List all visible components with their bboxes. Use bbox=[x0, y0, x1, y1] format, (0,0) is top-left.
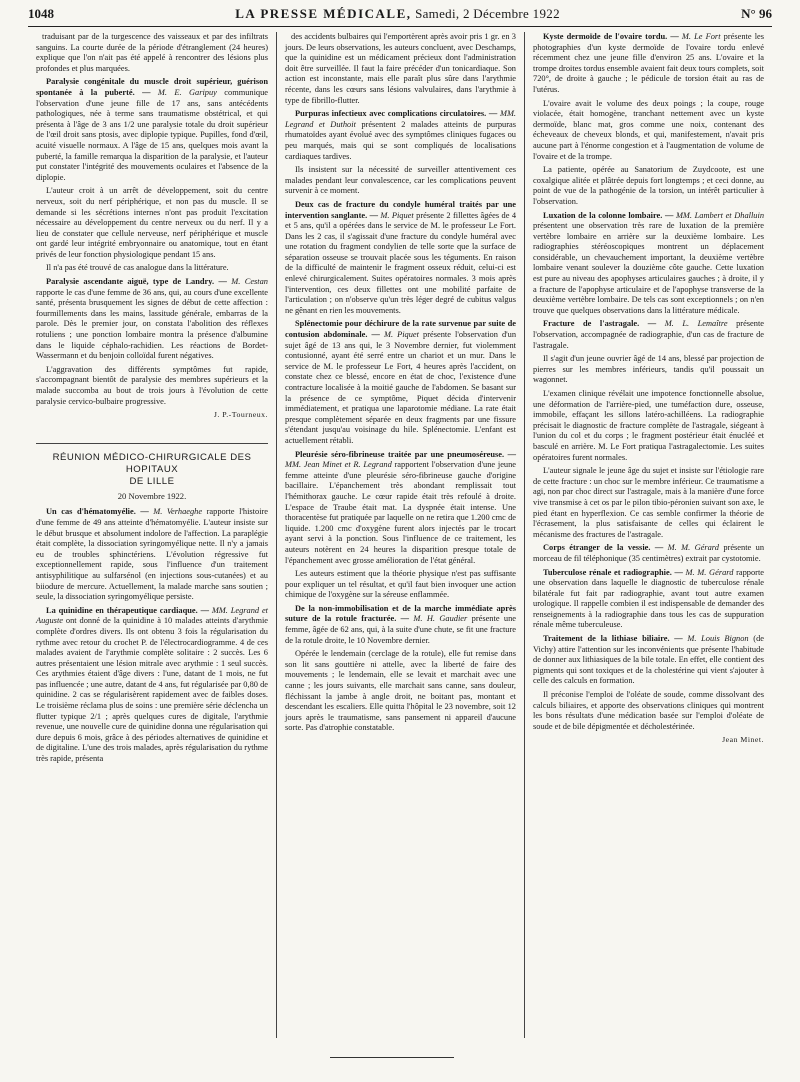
column-2 bbox=[276, 32, 524, 1038]
abstract-text: rapporte le cas d'une femme de 36 ans, qui, au cours d'une excellente santé, présenta brusquement les signes de début de cette affection : fourmillements dans les mains, lassitude générale, embarras de la parole. Dès le premier jour, on constata l'abolition des réflexes rotuliens ; une ponction lombaire montra la présence d'albumine dans le liquide céphalo-rachidien. Les réactions de Bordet-Wassermann et du benjoin colloïdal furent négatives. bbox=[36, 287, 268, 361]
abstract bbox=[285, 319, 516, 446]
abstract-text: ont donné de la quinidine à 10 malades atteints d'arythmie complète d'ordres divers. Ils ont obtenu 3 fois la régularisation du rythme avec retour du crochet P. de l'électrocardiogramme. 4 de ces malades avaient de l'arythmie complète solitaire : 2 succès. Les 6 autres présentaient une lésion mitrale avec arythmie : 1 seul succès. Ces arythmies étaient d'âge divers : l'une, datant de 1 mois, ne fut pas influencée ; une autre, datant de 4 ans, fut régularisée par 0,80 de quinidine. 2 cas se régularisèrent rapidement avec de faibles doses. Le troisième réclama plus de soins : une première série déclencha un flutter typique 2/1 ; après quelques cures de digitale, l'arythmie revenue, une nouvelle cure de quinidine donna une régularisation qui dure depuis 6 mois, grâce à des périodes alternatives de quinidine et de digitaline. L'une des trois malades, après régularisation du rythme très rapide, présenta bbox=[36, 616, 269, 764]
abstract-authors: MM. Legrand et Auguste bbox=[36, 605, 268, 626]
paragraph: Opérée le lendemain (cerclage de la rotule), elle fut remise dans son lit sans gouttière ni attelle, avec la liberté de faire des mouvements ; le lendemain, elle se levait et marchait avec une canne ; les jours suivants, elle marchait sans canne, sans douleur, fléchissant la jambe à angle droit, ne boitant pas, montant et descendant les escaliers. Elle quitta l'hôpital le 23 novembre, soit 12 jours après le traumatisme, sans pansement ni appareil d'aucune sorte. Pas d'atrophie constatable. bbox=[285, 649, 516, 733]
abstract-title: La quinidine en thérapeutique cardiaque. — bbox=[46, 605, 209, 615]
paragraph: Ils insistent sur la nécessité de surveiller attentivement ces malades pendant leur convalescence, car les complications peuvent survenir à ce moment. bbox=[285, 165, 516, 196]
abstract-title: Paralysie congénitale du muscle droit supérieur, guérison spontanée à la puberté. — bbox=[36, 77, 268, 97]
column-1 bbox=[28, 32, 276, 1038]
paragraph: Il n'a pas été trouvé de cas analogue dans la littérature. bbox=[46, 263, 229, 273]
paragraph: La patiente, opérée au Sanatorium de Zuydcoote, est une coxalgique alitée et plâtrée depuis fort longtemps ; et ceci donne, au point de vue de la pathogénie de la torsion, un intérêt particulier à l'observation. bbox=[533, 165, 764, 206]
abstract-authors: M. L. Lemaître bbox=[664, 319, 728, 329]
paragraph: Les auteurs estiment que la théorie physique n'est pas suffisante pour expliquer un tel résultat, et qu'il faut bien invoquer une action chimique de l'oxygène sur la séreuse enflammée. bbox=[285, 569, 516, 600]
abstract-authors: M. E. Garipuy bbox=[157, 87, 217, 97]
abstract-title: Traitement de la lithiase biliaire. — bbox=[543, 634, 683, 644]
abstract bbox=[36, 606, 268, 765]
paragraph: L'examen clinique révélait une impotence fonctionnelle absolue, une déformation de l'arrière-pied, une tuméfaction dure, osseuse, immobile, effaçant les sillons latéro-achilléens. La radiographie précisait le diagnostic de fracture complète de l'astragale, siégeant à l'union du col et du corps ; le fragment postérieur était énucléé et basculé en arrière. M. Le Fort pratiqua l'astragalectomie. Les suites opératoires furent normales. bbox=[533, 389, 764, 462]
footer-rule bbox=[330, 1057, 454, 1058]
abstract-title: Luxation de la colonne lombaire. — bbox=[543, 210, 674, 220]
column-3 bbox=[524, 32, 772, 1038]
journal-title: LA PRESSE MÉDICALE, bbox=[235, 6, 412, 21]
paragraph: L'ovaire avait le volume des deux poings ; la coupe, rouge violacée, était homogène, tranchant nettement avec un kyste dermoïde, blanc mat, gros comme une noix, contenant des écheveaux de cheveux blonds, et qui, manifestement, n'avait pris aucune part à l'énorme congestion et à l'augmentation de volume de l'ovaire et de la trompe. bbox=[533, 98, 764, 161]
paragraph: traduisant par de la turgescence des vaisseaux et par des infiltrats sanguins. La courte durée de la période d'étranglement (24 heures) explique que l'on n'ait pas été appelé à rencontrer des lésions plus profondes et plus marquées. bbox=[36, 32, 268, 73]
abstract-title: Corps étranger de la vessie. — bbox=[543, 543, 664, 553]
abstract bbox=[533, 568, 764, 632]
abstract-title: Paralysie ascendante aiguë, type de Landry. — bbox=[46, 277, 227, 287]
abstract-text: (de Vichy) attire l'attention sur les inconvénients que présente l'habitude de donner aux lithiasiques de la bile totale. En effet, elle contient des pigments qui sont toxiques et de la cholestérine qui vient s'ajouter à celle des calculs en formation. bbox=[533, 634, 764, 686]
abstract-text: rapporte une observation dans laquelle le diagnostic de tuberculose rénale bilatérale fut fait par radiographie, avant tout autre examen urologique. Il rappelle combien il est indispensable de demander des renseignements à la radiographie dans tous les cas de suppuration rénale même tuberculeuse. bbox=[533, 567, 764, 630]
abstract-text: présente l'observation, accompagnée de radiographie, d'un cas de fracture de l'astragale. bbox=[533, 319, 764, 350]
abstract-authors: M. Le Fort bbox=[681, 32, 721, 41]
paragraph: des accidents bulbaires qui l'emportèrent après avoir pris 1 gr. en 3 jours. De leurs observations, les auteurs concluent, avec Deschamps, que la quinidine est un médicament précieux dont l'administration doit être surveillée. Il faut la faire précéder d'un tonicardiaque. Son action est inconstante, mais elle paraît plus sûre dans l'arythmie récente, dans les cœurs sans lésions valvulaires, dans l'arythmie à type de fibrillo-flutter. bbox=[285, 32, 516, 105]
running-title bbox=[235, 6, 560, 22]
signature: J. P.-Tourneux. bbox=[213, 410, 268, 420]
header-rule bbox=[28, 26, 772, 27]
abstract-authors: MM. Lambert et Dhalluin bbox=[675, 210, 765, 220]
abstract-text: présentent 2 malades atteints de purpuras rhumatoïdes ayant évolué avec des symptômes cliniques fugaces ou peu marqués, mais qui se sont compliqués de localisations cardiaques tardives. bbox=[285, 119, 516, 161]
abstract bbox=[285, 200, 516, 317]
abstract-authors: M. Piquet bbox=[380, 210, 414, 220]
abstract-title: Pleurésie séro-fibrineuse traitée par une pneumoséreuse. — bbox=[295, 449, 516, 459]
abstract-authors: M. Louis Bignon bbox=[687, 634, 749, 644]
abstract bbox=[533, 634, 764, 687]
abstract-authors: M. M. Gérard bbox=[667, 543, 719, 553]
abstract-authors: MM. Legrand et Duthoit bbox=[285, 109, 517, 129]
paragraph: L'aggravation des différents symptômes fut rapide, s'accompagnant bientôt de paralysie des membres supérieurs et la malade succomba au bout de trois jours à l'évolution de cette paralysie cervico-bulbaire progressive. bbox=[36, 364, 268, 406]
abstract-title: Splénectomie pour déchirure de la rate survenue par suite de contusion abdominale. — bbox=[285, 319, 516, 340]
abstract-title: Tuberculose rénale et radiographie. — bbox=[543, 567, 683, 577]
abstract bbox=[36, 507, 268, 602]
abstract bbox=[285, 109, 516, 162]
abstract-authors: M. Verhaeghe bbox=[153, 507, 203, 517]
abstract-text: communique l'observation d'une jeune fille de 17 ans, sans antécédents pathologiques, née à terme sans traumatisme obstétrical, et qui présenta à l'âge de 3 ans 1/2 une paralysie totale du droit supérieur de l'œil droit sans ptosis, avec diplopie typique. Pupilles, fond d'œil, acuité visuelle normaux. A l'âge de 15 ans, quelques mois avant la puberté, la famille remarqua la disparition de la paralysie, et l'auteur put constater l'intégrité des mouvements oculaires et l'absence de la diplopie. bbox=[36, 87, 269, 182]
abstract-title: Purpuras infectieux avec complications circulatoires. — bbox=[295, 109, 498, 119]
section-heading bbox=[36, 443, 268, 488]
abstract-text: rapporte l'histoire d'une femme de 49 ans atteinte d'hématomyélie. L'auteur insiste sur le début brusque et absolument indolore de l'affection. La paraplégie était complète, la dissociation syringomyélique nette. Il n'y a jamais eu de troubles sphinctériens. L'évolution régressive fut exceptionnellement rapide, sous l'influence d'un traitement antisyphilitique au sulfarsénol (en injections sous-cutanées) et au biiodure de mercure. Actuellement, la malade marche sans soutien ; seule, la dissociation syringomyélique persiste. bbox=[36, 507, 269, 602]
abstract bbox=[285, 604, 516, 646]
abstract-text: présente 2 fillettes âgées de 4 et 5 ans, qu'il a opérées dans le service de M. le professeur Le Fort. Dans les 2 cas, il s'agissait d'une fracture du condyle huméral avec une rotation du fragment condylien de telle sorte que la surface de séparation osseuse se trouvait placée sous les téguments. En raison de la difficulté de maintenir le fragment osseux réduit, celui-ci est enlevé chirurgicalement. Suites opératoires normales. 3 mois après l'intervention, ces deux fillettes ont une mobilité parfaite de l'articulation ; on n'observe qu'un très léger degré de cubitus valgus ne gênant en rien les mouvements. bbox=[285, 210, 517, 315]
abstract-title: Deux cas de fracture du condyle huméral traités par une intervention sanglante. — bbox=[285, 199, 516, 220]
article-columns bbox=[28, 32, 772, 1038]
abstract bbox=[36, 77, 268, 183]
abstract bbox=[533, 211, 764, 317]
paragraph: L'auteur croit à un arrêt de développement, soit du centre nerveux, soit du nerf périphérique, et non pas du muscle. Il se demande si les sécrétions internes n'ont pas produit l'excitation nécessaire au développement du centre nerveux ou du nerf. Il y a lieu de constater que cellule nerveuse, nerf périphérique et muscle ont gardé leur intégrité embryonnaire ou anatomique, tout en étant privés de leur fonction physiologique pendant 15 ans. bbox=[36, 186, 268, 259]
abstract-title: Fracture de l'astragale. — bbox=[543, 319, 657, 329]
abstract-title: Kyste dermoïde de l'ovaire tordu. — bbox=[543, 32, 679, 41]
abstract-authors: M. M. Gérard bbox=[685, 567, 734, 577]
issue-number: N° 96 bbox=[741, 6, 772, 21]
abstract-text: présente un morceau de fil téléphonique (35 centimètres) extrait par cystotomie. bbox=[533, 543, 765, 563]
abstract-authors: M. Cestan bbox=[231, 277, 268, 287]
issue-date: Samedi, 2 Décembre 1922 bbox=[415, 6, 560, 21]
abstract-authors: M. Piquet bbox=[383, 330, 419, 340]
section-title-line: DE LILLE bbox=[129, 475, 175, 487]
section-date: 20 Novembre 1922. bbox=[117, 490, 187, 501]
abstract-title: Un cas d'hématomyélie. — bbox=[46, 507, 149, 517]
paragraph: Il préconise l'emploi de l'oléate de soude, comme dissolvant des calculs biliaires, et apporte des observations cliniques qui montrent les bons résultats d'une médication basée sur l'emploi d'oléate de soude et de bile dépigmentée et décholestérinée. bbox=[533, 690, 764, 731]
abstract-text: présente une femme, âgée de 62 ans, qui, à la suite d'une chute, se fit une fracture de la rotule droite, le 10 Novembre dernier. bbox=[285, 614, 516, 645]
abstract-text: présente les photographies d'un kyste dermoïde de l'ovaire tordu enlevé récemment chez une jeune fille d'environ 25 ans. L'ovaire et la trompe droites tordus ensemble avaient fait deux tours complets, soit 720°, de droite à gauche ; le pédicule de torsion était au ras de l'utérus. bbox=[533, 32, 765, 94]
abstract-text: rapportent l'observation d'une jeune femme atteinte d'une pleurésie séro-fibrineuse gauche d'origine bacillaire. L'épanchement très abondant remplissait tout l'hémithorax gauche. Le cœur rapide était très refoulé à droite. L'espace de Traube était mat. La dyspnée était intense. Une thoracentèse fut pratiquée par laquelle on ne retira que 1.200 cmc de liquide. 1.200 cmc d'oxygène furent alors injectés par le trocart ayant servi à la ponction. Sous l'influence de ce traitement, les auteurs notèrent en 24 heures la disparition presque totale de l'épanchement avec grosse amélioration de l'état général. bbox=[285, 460, 517, 565]
signature: Jean Minet. bbox=[722, 735, 764, 745]
paragraph: L'auteur signale le jeune âge du sujet et insiste sur l'étiologie rare de cette fracture : un choc sur le membre inférieur. Ce traumatisme a agi, non par choc direct sur l'astragale, mais à la manière d'une force vive transmise à cet os par le pilon tibio-péronien suivant son axe, le pied étant en hyperflexion. Ce cas semble confirmer la théorie de l'écrasement, la plus satisfaisante de celles qui éclairent le mécanisme des fractures de l'astragale. bbox=[533, 466, 764, 539]
page-header bbox=[28, 6, 772, 24]
abstract bbox=[533, 543, 764, 564]
abstract bbox=[285, 450, 516, 567]
abstract-authors: MM. Jean Minet et R. Legrand bbox=[285, 460, 392, 470]
abstract bbox=[36, 277, 268, 362]
abstract bbox=[533, 32, 764, 96]
page-number: 1048 bbox=[28, 6, 54, 21]
abstract bbox=[533, 319, 764, 351]
abstract-text: présente l'observation d'un sujet âgé de 13 ans qui, le 3 Novembre dernier, fut violemment contusionné, ayant été serré entre un chariot et un mur. Dans le service de M. le professeur Le Fort, 4 heures après l'accident, on constate chez ce blessé, encore en état de choc, l'existence d'une contracture localisée à la moitié gauche de l'abdomen. Se basant sur la présence de ce symptôme, Piquet décida d'intervenir immédiatement, et pratiqua une laparotomie médiane. La rate était presque complètement séparée en deux fragments par une fissure s'étendant jusqu'au voisinage du hile. Splénectomie. L'enfant est actuellement rétabli. bbox=[285, 330, 517, 445]
abstract-text: présentent une observation très rare de luxation de la première vertèbre lombaire en arrière sur la deuxième lombaire. Les radiographies stéréoscopiques montrent un déplacement considérable, un chevauchement important, la deuxième vertèbre lombaire venant soulever la douzième côte gauche. Cette luxation est pure au niveau des apophyses articulaires gauches ; à droite, il y a fracture de l'apophyse articulaire et de l'apophyse transverse de la deuxième vertèbre lombaire. De tels cas sont exceptionnels ; on n'en trouve que quelques observations dans la littérature médicale. bbox=[533, 221, 764, 315]
abstract-authors: M. H. Gaudier bbox=[413, 614, 468, 624]
abstract-title: De la non-immobilisation et de la marche immédiate après suture de la rotule fracturée. — bbox=[285, 603, 516, 624]
section-title-line: RÉUNION MÉDICO-CHIRURGICALE DES HOPITAUX bbox=[52, 451, 252, 475]
paragraph: Il s'agit d'un jeune ouvrier âgé de 14 ans, blessé par projection de pierres sur les membres inférieurs, tandis qu'il poussait un wagonnet. bbox=[533, 354, 764, 385]
